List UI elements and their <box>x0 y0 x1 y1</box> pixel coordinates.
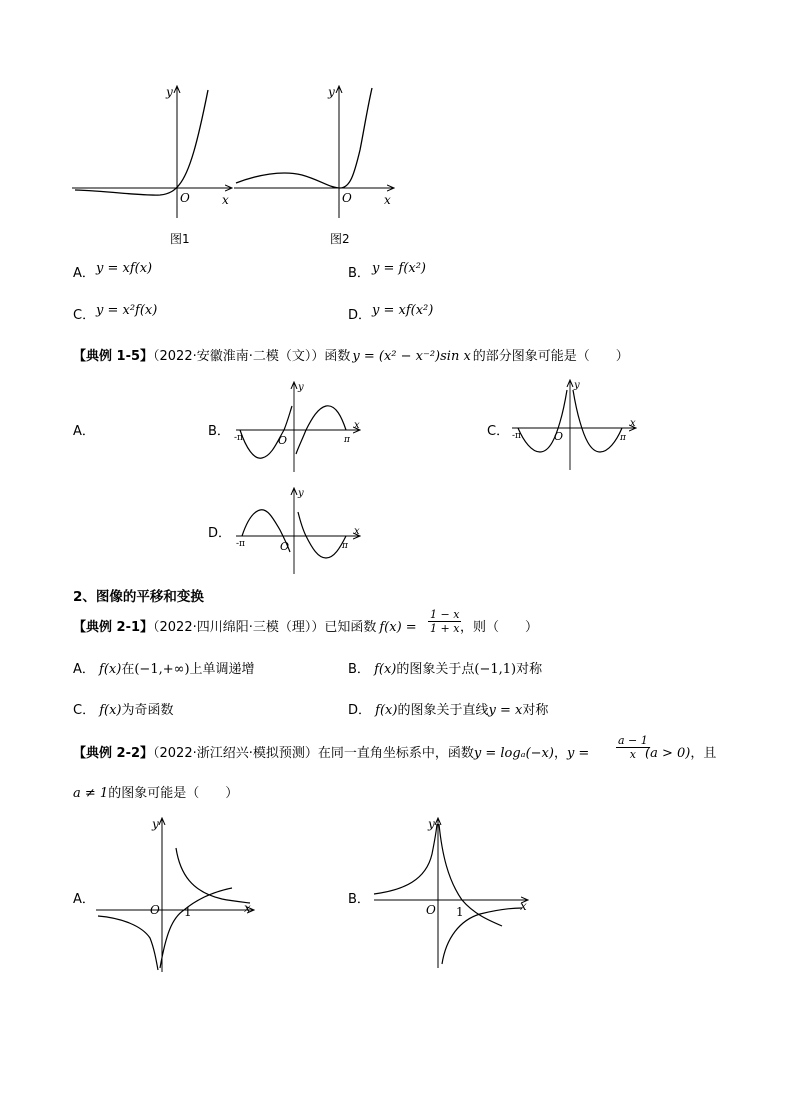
example-2-2-line-2 <box>73 782 238 801</box>
option-b-graph <box>232 378 372 478</box>
right-tick-label: π <box>344 435 350 445</box>
option-math: (−1,1) <box>474 662 517 677</box>
left-tick-label: -π <box>236 539 245 549</box>
option-b-expr: y = f(x²) <box>372 261 426 276</box>
option-letter: B． <box>348 662 370 677</box>
log-curve <box>160 888 232 968</box>
option-d-letter: D． <box>208 526 232 541</box>
x-label: x <box>244 901 251 915</box>
curve <box>236 88 372 188</box>
example-2-2-line <box>73 742 589 761</box>
option-text: 在 <box>121 662 135 677</box>
option-b-graph <box>370 814 540 974</box>
option-c-graph <box>508 376 648 476</box>
fraction <box>428 608 461 635</box>
figure-2-caption: 图2 <box>330 232 350 246</box>
curve-left <box>240 406 292 458</box>
option-c-expr: y = x²f(x) <box>96 303 158 318</box>
option-math: y = x <box>488 703 523 718</box>
x-label: x <box>354 526 360 537</box>
option-letter: A． <box>73 662 95 677</box>
option-d-letter: D． <box>348 308 372 323</box>
origin-label: O <box>342 191 352 205</box>
figure-1-graph <box>70 80 240 240</box>
example-source: （2022·四川绵阳·三模（理））已知函数 <box>153 620 377 635</box>
example-1-5-line <box>73 345 629 364</box>
x-label: x <box>384 193 391 207</box>
origin-label: O <box>150 903 160 917</box>
origin-label: O <box>280 540 290 553</box>
example-source: （2022·浙江绍兴·模拟预测）在同一直角坐标系中，函数 <box>153 746 474 761</box>
section-heading: 2、图像的平移和变换 <box>73 589 204 605</box>
separator: ， <box>553 746 567 761</box>
option-text: 的图象关于直线 <box>397 703 489 718</box>
option-text-2: 对称 <box>516 662 543 677</box>
example-tag: 【典例 1-5】 <box>73 349 154 364</box>
example-tail: ，则（ ） <box>460 620 539 635</box>
y-label: y <box>152 817 159 831</box>
figure-1-caption: 图1 <box>170 232 190 246</box>
option-math: (−1,+∞) <box>134 662 190 677</box>
option-a-letter: A． <box>73 892 95 907</box>
origin-label: O <box>180 191 190 205</box>
option-d-expr: y = xf(x²) <box>372 303 434 318</box>
y-label: y <box>298 488 304 499</box>
example-tail: 的部分图象可能是（ ） <box>472 349 629 364</box>
hyperbola-q1 <box>176 848 250 903</box>
x-label: x <box>520 899 527 913</box>
y-label: y <box>574 380 580 391</box>
option-func: f(x) <box>374 662 397 677</box>
right-tick-label: π <box>342 541 348 551</box>
right-tick-label: π <box>620 433 626 443</box>
option-a-graph <box>92 814 262 974</box>
origin-label: O <box>278 434 288 447</box>
option-c-letter: C． <box>73 308 96 323</box>
option-a <box>73 658 255 677</box>
option-a-letter: A． <box>73 424 95 439</box>
tail: ，且 <box>690 746 717 761</box>
condition-math: (a > 0) <box>645 746 691 761</box>
option-a-expr: y = xf(x) <box>96 261 153 276</box>
option-b-letter: B． <box>348 266 370 281</box>
option-b-letter: B． <box>208 424 230 439</box>
y-label: y <box>328 85 335 99</box>
y-label: y <box>166 85 173 99</box>
fraction-numerator: 1 − x <box>430 608 460 621</box>
option-b-letter: B． <box>348 892 370 907</box>
option-letter: D． <box>348 703 372 718</box>
log-formula: y = logₐ(−x) <box>473 746 554 761</box>
option-text: 的图象关于点 <box>396 662 475 677</box>
origin-label: O <box>426 903 436 917</box>
option-func: f(x) <box>99 662 122 677</box>
option-letter: C． <box>73 703 96 718</box>
example-2-1-line <box>73 616 420 635</box>
hyperbola-q2 <box>374 824 437 894</box>
condition-math: a ≠ 1 <box>73 786 109 801</box>
tail: 的图象可能是（ ） <box>108 786 239 801</box>
curve-right <box>573 390 622 452</box>
left-tick-label: -π <box>234 433 243 443</box>
option-text-2: 上单调递增 <box>189 662 255 677</box>
tick-one: 1 <box>456 905 464 919</box>
example-tag: 【典例 2-2】 <box>73 746 154 761</box>
example-source: （2022·安徽淮南·二模（文））函数 <box>153 349 351 364</box>
origin-label: O <box>554 430 564 443</box>
option-func: f(x) <box>375 703 398 718</box>
option-c <box>73 699 174 718</box>
option-d <box>348 699 548 718</box>
curve-right <box>298 512 346 558</box>
fraction-numerator: a − 1 <box>618 734 648 747</box>
x-label: x <box>630 418 636 429</box>
x-label: x <box>354 420 360 431</box>
fraction-denominator: x <box>629 748 636 761</box>
condition <box>645 742 716 761</box>
rational-lhs: y = <box>566 746 590 761</box>
function-name: f(x) = <box>379 620 417 635</box>
figure-2-graph <box>232 80 402 240</box>
y-label: y <box>298 382 304 393</box>
curve <box>75 90 208 195</box>
hyperbola-q3 <box>98 916 158 970</box>
option-b <box>348 658 542 677</box>
example-tag: 【典例 2-1】 <box>73 620 154 635</box>
tick-one: 1 <box>184 905 192 919</box>
fraction-denominator: 1 + x <box>430 622 460 635</box>
option-d-graph <box>232 484 372 584</box>
option-text-2: 对称 <box>522 703 549 718</box>
y-label: y <box>428 817 435 831</box>
option-text: 为奇函数 <box>121 703 174 718</box>
example-formula: y = (x² − x⁻²)sin x <box>352 349 471 364</box>
x-label: x <box>222 193 229 207</box>
option-func: f(x) <box>99 703 122 718</box>
left-tick-label: -π <box>512 431 521 441</box>
option-c-letter: C． <box>487 424 510 439</box>
option-a-letter: A． <box>73 266 95 281</box>
